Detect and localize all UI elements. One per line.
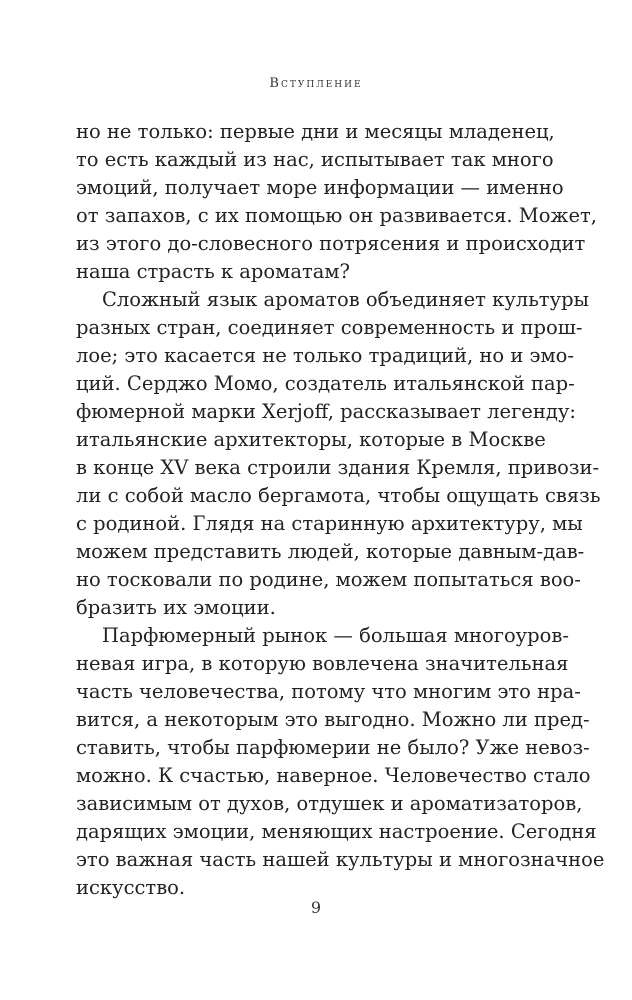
paragraph-2 [76, 286, 601, 622]
text-line: ставить, чтобы парфюмерии не было? Уже невоз- [76, 736, 590, 759]
text-line: наша страсть к ароматам? [76, 260, 350, 283]
text-line: из этого до-словесного потрясения и происходит [76, 232, 586, 255]
text-line: это важная часть нашей культуры и многозначное [76, 848, 605, 871]
text-line: искусство. [76, 876, 186, 899]
text-line: эмоций, получает море информации — именно [76, 176, 564, 199]
text-line: ли с собой масло бергамота, чтобы ощущать связь [76, 484, 601, 507]
text-line: бразить их эмоции. [76, 596, 276, 619]
page-number: 9 [310, 898, 322, 917]
text-line: дарящих эмоции, меняющих настроение. Сегодня [76, 820, 597, 843]
running-header: Вступление [269, 76, 363, 91]
text-line: фюмерной марки Xerjoff, рассказывает легенду: [76, 400, 576, 423]
paragraph-1 [76, 118, 597, 286]
text-line: разных стран, соединяет современность и прош- [76, 316, 583, 339]
text-line: часть человечества, потому что многим это нра- [76, 680, 581, 703]
text-line: невая игра, в которую вовлечена значительная [76, 652, 569, 675]
text-line: но не только: первые дни и месяцы младенец, [76, 120, 555, 143]
text-line: можем представить людей, которые давным-дав- [76, 540, 585, 563]
text-line: итальянские архитекторы, которые в Москве [76, 428, 546, 451]
text-line: Парфюмерный рынок — большая многоуров- [102, 624, 569, 647]
text-line: ций. Серджо Момо, создатель итальянской пар- [76, 372, 575, 395]
text-line: Сложный язык ароматов объединяет культуры [102, 288, 590, 311]
text-line: вится, а некоторым это выгодно. Можно ли пред- [76, 708, 590, 731]
text-line: можно. К счастью, наверное. Человечество стало [76, 764, 591, 787]
text-line: от запахов, с их помощью он развивается. Может, [76, 204, 597, 227]
text-line: зависимым от духов, отдушек и ароматизаторов, [76, 792, 583, 815]
paragraph-3 [76, 622, 605, 902]
text-line: лое; это касается не только традиций, но и эмо- [76, 344, 574, 367]
text-line: то есть каждый из нас, испытывает так много [76, 148, 554, 171]
text-line: с родиной. Глядя на старинную архитектуру, мы [76, 512, 583, 535]
text-line: но тосковали по родине, можем попытаться воо- [76, 568, 581, 591]
text-line: в конце XV века строили здания Кремля, привози- [76, 456, 600, 479]
body-text [76, 118, 605, 902]
